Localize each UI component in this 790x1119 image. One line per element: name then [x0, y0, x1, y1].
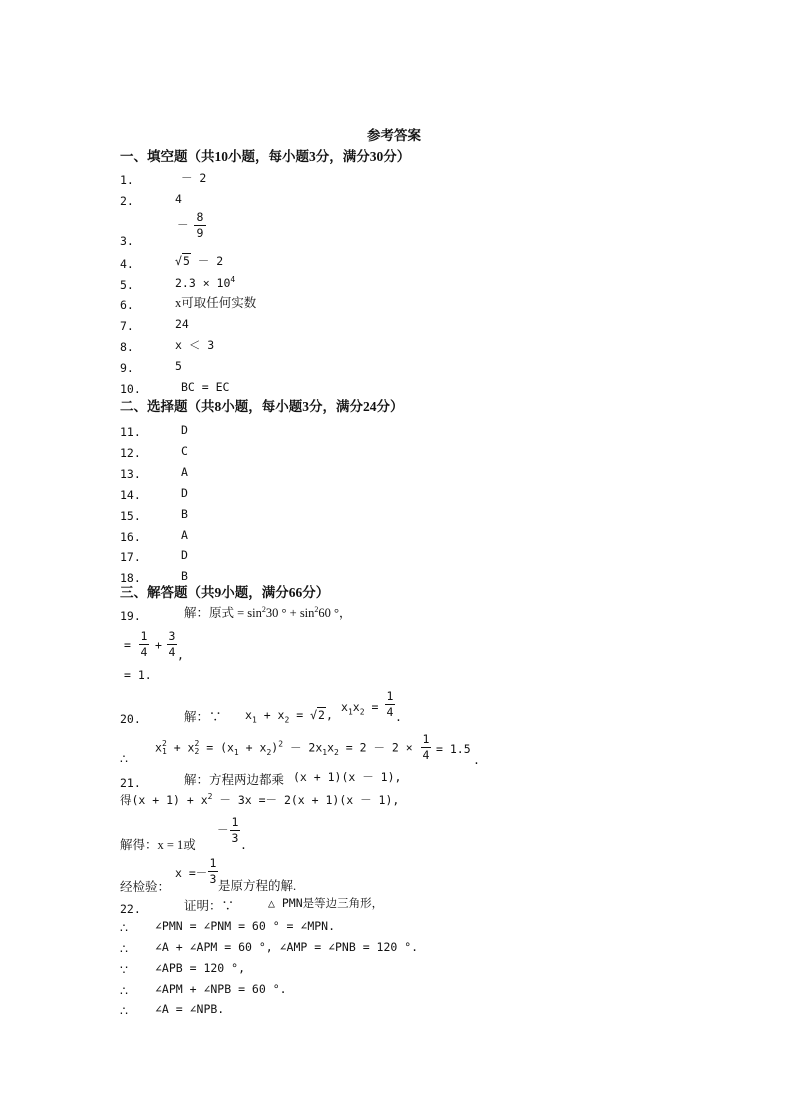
question-number: 14.: [120, 488, 141, 502]
text: 30 ° + sin: [265, 606, 315, 620]
fraction-numerator: 1: [231, 815, 239, 829]
text: = 2 － 2 ×: [338, 740, 413, 755]
page-title: 参考答案: [367, 128, 421, 143]
therefore-symbol: ∴: [120, 921, 128, 935]
fraction: [230, 816, 240, 845]
section-heading-solve: 三、解答题（共9小题，满分66分）: [120, 585, 330, 600]
subscript: 2: [266, 747, 272, 757]
section-heading-fill: 一、填空题（共10小题，每小题3分，满分30分）: [120, 149, 411, 164]
answer-rest: － 2: [190, 254, 224, 268]
question-number: 15.: [120, 509, 141, 523]
answer: x ＜ 3: [175, 338, 215, 352]
answer: D: [181, 486, 188, 500]
subscript: 1: [233, 747, 239, 757]
equation: [155, 740, 413, 756]
proof-line: ∠A + ∠APM = 60 °, ∠AMP = ∠PNB = 120 °.: [155, 940, 419, 954]
question-number: 19.: [120, 609, 141, 623]
radicand: 5: [182, 254, 190, 268]
answer: √5 － 2: [175, 254, 224, 268]
comma: ,: [177, 648, 184, 662]
answer: A: [181, 465, 188, 479]
fraction-numerator: 1: [386, 689, 394, 703]
fraction-denominator: 4: [386, 705, 394, 719]
exponent: 2: [261, 604, 266, 614]
fraction: [139, 630, 149, 659]
fraction-denominator: 4: [140, 645, 148, 659]
equation: x =－: [175, 866, 208, 880]
subscript: 1: [251, 715, 257, 725]
fraction: [167, 630, 177, 659]
answer: B: [181, 507, 188, 521]
subscript: 2: [284, 715, 290, 725]
answer: 24: [175, 317, 189, 331]
solution-line: = 1.: [124, 668, 152, 682]
text: + x: [166, 740, 195, 755]
period: .: [473, 753, 480, 767]
question-number: 11.: [120, 425, 141, 439]
exponent: 2: [314, 604, 319, 614]
question-number: 10.: [120, 382, 141, 396]
therefore-symbol: ∴: [120, 1004, 128, 1018]
subscript: 2: [334, 747, 339, 757]
text: 解：方程两边都乘: [184, 773, 285, 787]
fraction-denominator: 4: [168, 645, 176, 659]
question-number: 4.: [120, 257, 134, 271]
answer: BC = EC: [181, 380, 230, 394]
superscript: 2: [161, 739, 167, 748]
answer: C: [181, 444, 188, 458]
solution-line: [120, 793, 399, 807]
text: =: [289, 708, 311, 722]
text: x: [327, 740, 335, 755]
proof-line: ∠A = ∠NPB.: [155, 1002, 225, 1016]
text: ,: [325, 708, 333, 722]
question-number: 22.: [120, 902, 141, 916]
plus: +: [155, 638, 162, 652]
sign: －: [217, 823, 229, 837]
text: x: [341, 700, 348, 714]
subscript: 1: [322, 747, 328, 757]
text: － 2x: [283, 740, 323, 755]
question-number: 21.: [120, 776, 141, 790]
answer: [175, 276, 235, 290]
therefore-symbol: ∴: [120, 984, 128, 998]
answer-exponent: 4: [230, 275, 236, 285]
fraction: [421, 733, 431, 762]
answer: 4: [175, 192, 182, 206]
equation: [341, 700, 379, 717]
answer: 5: [175, 359, 182, 373]
answer-fraction: [194, 211, 206, 240]
proof-line: ∠APB = 120 °,: [155, 961, 246, 975]
answer: B: [181, 569, 188, 583]
question-number: 17.: [120, 550, 141, 564]
fraction-numerator: 1: [422, 732, 430, 746]
answer: D: [181, 548, 188, 562]
question-number: 2.: [120, 194, 134, 208]
question-number: 12.: [120, 446, 141, 460]
text: =: [364, 700, 379, 714]
because-symbol: ∵: [120, 963, 128, 977]
text: + x: [256, 708, 285, 722]
therefore-symbol: ∴: [120, 752, 128, 766]
answer-base: 2.3 × 10: [175, 276, 231, 290]
equation: $x_1 + x_2 = √2$,: [245, 708, 333, 725]
answer-sign: －: [177, 218, 189, 232]
answer: － 2: [181, 171, 207, 185]
text: 得(x + 1) + x: [120, 793, 208, 807]
subscript: 1: [161, 747, 167, 756]
therefore-symbol: ∴: [120, 942, 128, 956]
equation: (x + 1)(x － 1),: [293, 770, 402, 784]
question-number: 1.: [120, 173, 134, 187]
fraction: [385, 690, 395, 719]
answer: D: [181, 423, 188, 437]
text: + x: [238, 740, 267, 755]
proof-line: ∠PMN = ∠PNM = 60 ° = ∠MPN.: [155, 919, 336, 933]
question-number: 16.: [120, 530, 141, 544]
text: ): [271, 740, 279, 755]
superscript: 2: [278, 739, 284, 749]
fraction-numerator: 1: [209, 856, 217, 870]
superscript: 2: [194, 739, 200, 748]
answer: x可取任何实数: [175, 296, 257, 310]
question-number: 20.: [120, 712, 141, 726]
period: .: [395, 710, 402, 724]
radicand: 2: [318, 708, 325, 722]
subscript: 2: [359, 707, 365, 717]
question-number: 3.: [120, 234, 134, 248]
text: x: [352, 700, 360, 714]
text: 经检验：: [120, 880, 171, 894]
proof-line: ∠APM + ∠NPB = 60 °.: [155, 982, 287, 996]
fraction-numerator: 8: [196, 210, 204, 224]
fraction-denominator: 3: [231, 831, 239, 845]
subscript: 1: [347, 707, 353, 717]
question-number: 6.: [120, 298, 134, 312]
fraction: [208, 857, 218, 886]
fraction-denominator: 9: [196, 226, 204, 240]
subscript: 2: [194, 747, 200, 756]
solution-line: [184, 606, 352, 620]
question-number: 5.: [120, 278, 134, 292]
text: 解：∵: [184, 710, 222, 724]
text: 证明：∵: [184, 899, 235, 913]
equals: =: [124, 638, 131, 652]
fraction-numerator: 1: [140, 629, 148, 643]
question-number: 7.: [120, 319, 134, 333]
equation: = 1.5: [436, 742, 471, 756]
text: 是原方程的解.: [218, 879, 297, 893]
section-heading-choice: 二、选择题（共8小题，每小题3分，满分24分）: [120, 399, 404, 414]
fraction-denominator: 3: [209, 872, 217, 886]
text: x: [245, 708, 252, 722]
period: .: [240, 838, 247, 852]
question-number: 13.: [120, 467, 141, 481]
text: = (x: [199, 740, 234, 755]
question-number: 9.: [120, 361, 134, 375]
superscript: 2: [207, 792, 213, 802]
text: △ PMN是等边三角形，: [268, 896, 384, 910]
question-number: 18.: [120, 571, 141, 585]
fraction-denominator: 4: [422, 748, 430, 762]
solution-line: 解得：x = 1或: [120, 838, 196, 852]
fraction-numerator: 3: [168, 629, 176, 643]
text: － 3x =－ 2(x + 1)(x － 1),: [212, 793, 400, 807]
text: x: [155, 740, 162, 755]
text: 60 °，: [318, 606, 352, 620]
text: 解：原式 = sin: [184, 606, 262, 620]
question-number: 8.: [120, 340, 134, 354]
answer: A: [181, 528, 188, 542]
